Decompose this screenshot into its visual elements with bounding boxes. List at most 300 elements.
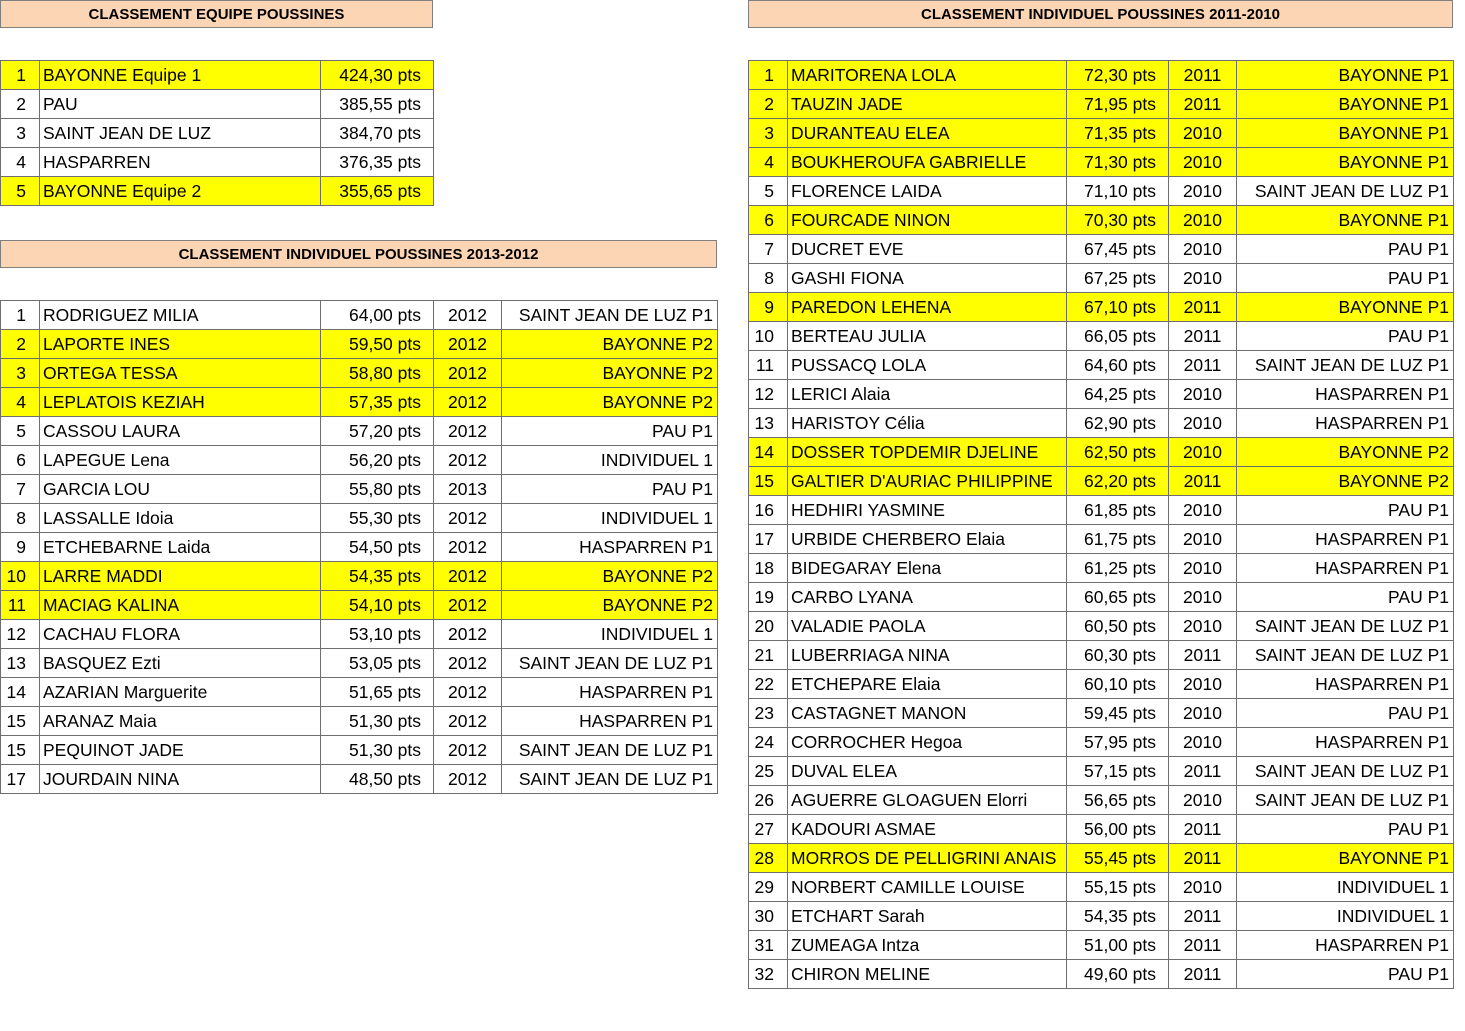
rank-cell: 25 [749,757,788,786]
table-row [749,90,1454,119]
birth-year-cell: 2012 [434,591,502,620]
rank-cell: 11 [749,351,788,380]
athlete-name-cell: GASHI FIONA [788,264,1067,293]
club-cell: BAYONNE P2 [1237,467,1454,496]
team-name-cell: BAYONNE Equipe 2 [40,177,321,206]
table-row [1,707,718,736]
club-cell: INDIVIDUEL 1 [1237,873,1454,902]
birth-year-cell: 2011 [1169,467,1237,496]
table-row [749,61,1454,90]
club-cell: SAINT JEAN DE LUZ P1 [1237,786,1454,815]
table-row [1,388,718,417]
table-row [749,728,1454,757]
points-cell: 355,65 pts [321,177,434,206]
club-cell: BAYONNE P1 [1237,206,1454,235]
table-row [1,90,434,119]
rank-cell: 8 [1,504,40,533]
athlete-name-cell: ARANAZ Maia [40,707,321,736]
athlete-name-cell: CHIRON MELINE [788,960,1067,989]
athlete-name-cell: BIDEGARAY Elena [788,554,1067,583]
points-cell: 54,50 pts [321,533,434,562]
athlete-name-cell: LARRE MADDI [40,562,321,591]
club-cell: HASPARREN P1 [1237,380,1454,409]
club-cell: SAINT JEAN DE LUZ P1 [502,649,718,678]
points-cell: 61,75 pts [1067,525,1169,554]
rank-cell: 4 [1,388,40,417]
points-cell: 60,50 pts [1067,612,1169,641]
club-cell: PAU P1 [1237,583,1454,612]
rank-cell: 2 [1,90,40,119]
club-cell: HASPARREN P1 [502,707,718,736]
points-cell: 67,10 pts [1067,293,1169,322]
table-row [749,583,1454,612]
points-cell: 62,90 pts [1067,409,1169,438]
birth-year-cell: 2012 [434,330,502,359]
table-row [1,620,718,649]
club-cell: HASPARREN P1 [1237,554,1454,583]
points-cell: 54,10 pts [321,591,434,620]
birth-year-cell: 2012 [434,649,502,678]
birth-year-cell: 2011 [1169,61,1237,90]
birth-year-cell: 2011 [1169,293,1237,322]
table-row [1,330,718,359]
table-row [1,591,718,620]
points-cell: 61,85 pts [1067,496,1169,525]
club-cell: BAYONNE P2 [502,330,718,359]
points-cell: 48,50 pts [321,765,434,794]
club-cell: PAU P1 [502,475,718,504]
team-name-cell: HASPARREN [40,148,321,177]
points-cell: 385,55 pts [321,90,434,119]
athlete-name-cell: PAREDON LEHENA [788,293,1067,322]
points-cell: 67,45 pts [1067,235,1169,264]
club-cell: SAINT JEAN DE LUZ P1 [1237,641,1454,670]
rank-cell: 2 [1,330,40,359]
athlete-name-cell: LERICI Alaia [788,380,1067,409]
points-cell: 71,95 pts [1067,90,1169,119]
points-cell: 53,05 pts [321,649,434,678]
individual-2011-2010-title: CLASSEMENT INDIVIDUEL POUSSINES 2011-2010 [748,0,1453,28]
birth-year-cell: 2012 [434,736,502,765]
rank-cell: 14 [1,678,40,707]
birth-year-cell: 2010 [1169,380,1237,409]
birth-year-cell: 2010 [1169,496,1237,525]
athlete-name-cell: CORROCHER Hegoa [788,728,1067,757]
rank-cell: 9 [1,533,40,562]
table-row [749,815,1454,844]
points-cell: 53,10 pts [321,620,434,649]
birth-year-cell: 2011 [1169,641,1237,670]
birth-year-cell: 2010 [1169,525,1237,554]
athlete-name-cell: FOURCADE NINON [788,206,1067,235]
rank-cell: 12 [749,380,788,409]
points-cell: 60,30 pts [1067,641,1169,670]
athlete-name-cell: ETCHART Sarah [788,902,1067,931]
athlete-name-cell: BERTEAU JULIA [788,322,1067,351]
points-cell: 66,05 pts [1067,322,1169,351]
club-cell: HASPARREN P1 [1237,931,1454,960]
table-row [1,119,434,148]
rank-cell: 10 [749,322,788,351]
rank-cell: 13 [1,649,40,678]
club-cell: BAYONNE P1 [1237,844,1454,873]
points-cell: 51,00 pts [1067,931,1169,960]
club-cell: SAINT JEAN DE LUZ P1 [1237,757,1454,786]
table-row [749,670,1454,699]
athlete-name-cell: LUBERRIAGA NINA [788,641,1067,670]
individual-2013-2012-title: CLASSEMENT INDIVIDUEL POUSSINES 2013-2012 [0,240,717,268]
club-cell: INDIVIDUEL 1 [502,620,718,649]
athlete-name-cell: MARITORENA LOLA [788,61,1067,90]
rank-cell: 6 [749,206,788,235]
points-cell: 60,10 pts [1067,670,1169,699]
athlete-name-cell: ZUMEAGA Intza [788,931,1067,960]
table-row [749,235,1454,264]
table-row [1,649,718,678]
rank-cell: 5 [749,177,788,206]
team-ranking-table [0,60,434,206]
points-cell: 55,45 pts [1067,844,1169,873]
birth-year-cell: 2010 [1169,873,1237,902]
club-cell: PAU P1 [1237,960,1454,989]
rank-cell: 10 [1,562,40,591]
table-row [749,641,1454,670]
athlete-name-cell: CASTAGNET MANON [788,699,1067,728]
points-cell: 424,30 pts [321,61,434,90]
rank-cell: 30 [749,902,788,931]
athlete-name-cell: VALADIE PAOLA [788,612,1067,641]
table-row [1,678,718,707]
rank-cell: 17 [749,525,788,554]
table-row [749,844,1454,873]
club-cell: HASPARREN P1 [1237,525,1454,554]
points-cell: 56,20 pts [321,446,434,475]
club-cell: BAYONNE P1 [1237,61,1454,90]
rank-cell: 8 [749,264,788,293]
points-cell: 62,50 pts [1067,438,1169,467]
club-cell: BAYONNE P1 [1237,293,1454,322]
athlete-name-cell: AGUERRE GLOAGUEN Elorri [788,786,1067,815]
rank-cell: 31 [749,931,788,960]
rank-cell: 24 [749,728,788,757]
birth-year-cell: 2011 [1169,351,1237,380]
rank-cell: 7 [749,235,788,264]
birth-year-cell: 2010 [1169,206,1237,235]
points-cell: 72,30 pts [1067,61,1169,90]
athlete-name-cell: ETCHEPARE Elaia [788,670,1067,699]
club-cell: PAU P1 [1237,235,1454,264]
birth-year-cell: 2011 [1169,931,1237,960]
athlete-name-cell: DUCRET EVE [788,235,1067,264]
birth-year-cell: 2011 [1169,757,1237,786]
rank-cell: 22 [749,670,788,699]
rank-cell: 3 [749,119,788,148]
table-row [749,873,1454,902]
rank-cell: 3 [1,119,40,148]
athlete-name-cell: NORBERT CAMILLE LOUISE [788,873,1067,902]
athlete-name-cell: LASSALLE Idoia [40,504,321,533]
points-cell: 54,35 pts [321,562,434,591]
table-row [1,446,718,475]
athlete-name-cell: RODRIGUEZ MILIA [40,301,321,330]
rank-cell: 4 [1,148,40,177]
table-row [1,562,718,591]
rank-cell: 11 [1,591,40,620]
rank-cell: 7 [1,475,40,504]
rank-cell: 13 [749,409,788,438]
rank-cell: 18 [749,554,788,583]
athlete-name-cell: URBIDE CHERBERO Elaia [788,525,1067,554]
birth-year-cell: 2011 [1169,902,1237,931]
birth-year-cell: 2012 [434,678,502,707]
points-cell: 57,15 pts [1067,757,1169,786]
team-name-cell: BAYONNE Equipe 1 [40,61,321,90]
rank-cell: 5 [1,177,40,206]
athlete-name-cell: HEDHIRI YASMINE [788,496,1067,525]
points-cell: 57,35 pts [321,388,434,417]
table-row [749,525,1454,554]
athlete-name-cell: CASSOU LAURA [40,417,321,446]
table-row [1,359,718,388]
athlete-name-cell: DURANTEAU ELEA [788,119,1067,148]
rank-cell: 6 [1,446,40,475]
athlete-name-cell: LAPORTE INES [40,330,321,359]
rank-cell: 17 [1,765,40,794]
club-cell: HASPARREN P1 [1237,670,1454,699]
athlete-name-cell: ORTEGA TESSA [40,359,321,388]
table-row [749,351,1454,380]
club-cell: INDIVIDUEL 1 [1237,902,1454,931]
rank-cell: 32 [749,960,788,989]
birth-year-cell: 2011 [1169,322,1237,351]
table-row [1,736,718,765]
birth-year-cell: 2012 [434,620,502,649]
table-row [749,322,1454,351]
rank-cell: 3 [1,359,40,388]
rank-cell: 4 [749,148,788,177]
club-cell: PAU P1 [1237,264,1454,293]
club-cell: BAYONNE P1 [1237,148,1454,177]
table-row [749,438,1454,467]
rank-cell: 23 [749,699,788,728]
table-row [1,417,718,446]
athlete-name-cell: BASQUEZ Ezti [40,649,321,678]
points-cell: 71,35 pts [1067,119,1169,148]
rank-cell: 1 [1,301,40,330]
birth-year-cell: 2011 [1169,815,1237,844]
birth-year-cell: 2011 [1169,90,1237,119]
club-cell: SAINT JEAN DE LUZ P1 [502,301,718,330]
table-row [1,148,434,177]
rank-cell: 21 [749,641,788,670]
rank-cell: 12 [1,620,40,649]
points-cell: 51,30 pts [321,736,434,765]
athlete-name-cell: FLORENCE LAIDA [788,177,1067,206]
points-cell: 64,25 pts [1067,380,1169,409]
table-row [749,264,1454,293]
table-row [749,931,1454,960]
table-row [1,177,434,206]
table-row [749,612,1454,641]
individual-2011-2010-table [748,60,1454,989]
athlete-name-cell: TAUZIN JADE [788,90,1067,119]
rank-cell: 2 [749,90,788,119]
table-row [749,148,1454,177]
athlete-name-cell: DUVAL ELEA [788,757,1067,786]
points-cell: 59,45 pts [1067,699,1169,728]
points-cell: 51,30 pts [321,707,434,736]
club-cell: BAYONNE P1 [1237,90,1454,119]
birth-year-cell: 2010 [1169,583,1237,612]
club-cell: SAINT JEAN DE LUZ P1 [1237,351,1454,380]
table-row [1,765,718,794]
rank-cell: 9 [749,293,788,322]
club-cell: INDIVIDUEL 1 [502,446,718,475]
birth-year-cell: 2010 [1169,728,1237,757]
athlete-name-cell: JOURDAIN NINA [40,765,321,794]
athlete-name-cell: PEQUINOT JADE [40,736,321,765]
rank-cell: 1 [1,61,40,90]
table-row [749,177,1454,206]
points-cell: 51,65 pts [321,678,434,707]
points-cell: 376,35 pts [321,148,434,177]
individual-2013-2012-table [0,300,718,794]
birth-year-cell: 2013 [434,475,502,504]
points-cell: 61,25 pts [1067,554,1169,583]
table-row [1,301,718,330]
points-cell: 62,20 pts [1067,467,1169,496]
points-cell: 59,50 pts [321,330,434,359]
points-cell: 64,00 pts [321,301,434,330]
birth-year-cell: 2012 [434,446,502,475]
points-cell: 55,30 pts [321,504,434,533]
table-row [749,699,1454,728]
points-cell: 57,95 pts [1067,728,1169,757]
birth-year-cell: 2010 [1169,786,1237,815]
table-row [749,467,1454,496]
birth-year-cell: 2011 [1169,960,1237,989]
club-cell: SAINT JEAN DE LUZ P1 [502,765,718,794]
points-cell: 57,20 pts [321,417,434,446]
points-cell: 67,25 pts [1067,264,1169,293]
athlete-name-cell: HARISTOY Célia [788,409,1067,438]
club-cell: BAYONNE P2 [502,562,718,591]
birth-year-cell: 2012 [434,765,502,794]
club-cell: HASPARREN P1 [1237,409,1454,438]
club-cell: BAYONNE P2 [502,388,718,417]
club-cell: HASPARREN P1 [502,678,718,707]
athlete-name-cell: LEPLATOIS KEZIAH [40,388,321,417]
birth-year-cell: 2012 [434,417,502,446]
birth-year-cell: 2012 [434,301,502,330]
rank-cell: 14 [749,438,788,467]
birth-year-cell: 2010 [1169,409,1237,438]
club-cell: HASPARREN P1 [502,533,718,562]
birth-year-cell: 2010 [1169,119,1237,148]
table-row [749,902,1454,931]
birth-year-cell: 2012 [434,533,502,562]
birth-year-cell: 2012 [434,562,502,591]
club-cell: PAU P1 [1237,496,1454,525]
team-name-cell: PAU [40,90,321,119]
table-row [1,61,434,90]
points-cell: 49,60 pts [1067,960,1169,989]
club-cell: BAYONNE P2 [1237,438,1454,467]
athlete-name-cell: BOUKHEROUFA GABRIELLE [788,148,1067,177]
birth-year-cell: 2010 [1169,554,1237,583]
table-row [749,380,1454,409]
table-row [749,496,1454,525]
rank-cell: 1 [749,61,788,90]
birth-year-cell: 2012 [434,504,502,533]
club-cell: BAYONNE P2 [502,359,718,388]
points-cell: 384,70 pts [321,119,434,148]
club-cell: SAINT JEAN DE LUZ P1 [1237,612,1454,641]
club-cell: SAINT JEAN DE LUZ P1 [502,736,718,765]
athlete-name-cell: AZARIAN Marguerite [40,678,321,707]
table-row [749,293,1454,322]
athlete-name-cell: CARBO LYANA [788,583,1067,612]
table-row [1,475,718,504]
birth-year-cell: 2012 [434,388,502,417]
birth-year-cell: 2010 [1169,235,1237,264]
table-row [1,504,718,533]
points-cell: 56,00 pts [1067,815,1169,844]
athlete-name-cell: LAPEGUE Lena [40,446,321,475]
birth-year-cell: 2012 [434,359,502,388]
points-cell: 56,65 pts [1067,786,1169,815]
table-row [749,554,1454,583]
club-cell: BAYONNE P2 [502,591,718,620]
points-cell: 71,10 pts [1067,177,1169,206]
rank-cell: 16 [749,496,788,525]
rank-cell: 29 [749,873,788,902]
birth-year-cell: 2010 [1169,177,1237,206]
points-cell: 64,60 pts [1067,351,1169,380]
club-cell: PAU P1 [1237,322,1454,351]
rank-cell: 15 [1,707,40,736]
birth-year-cell: 2010 [1169,148,1237,177]
points-cell: 58,80 pts [321,359,434,388]
birth-year-cell: 2010 [1169,670,1237,699]
points-cell: 54,35 pts [1067,902,1169,931]
rank-cell: 19 [749,583,788,612]
points-cell: 55,15 pts [1067,873,1169,902]
table-row [749,960,1454,989]
athlete-name-cell: DOSSER TOPDEMIR DJELINE [788,438,1067,467]
table-row [749,757,1454,786]
athlete-name-cell: PUSSACQ LOLA [788,351,1067,380]
table-row [749,409,1454,438]
athlete-name-cell: GARCIA LOU [40,475,321,504]
athlete-name-cell: CACHAU FLORA [40,620,321,649]
club-cell: SAINT JEAN DE LUZ P1 [1237,177,1454,206]
table-row [749,119,1454,148]
athlete-name-cell: KADOURI ASMAE [788,815,1067,844]
club-cell: PAU P1 [1237,699,1454,728]
team-ranking-title: CLASSEMENT EQUIPE POUSSINES [0,0,433,28]
points-cell: 71,30 pts [1067,148,1169,177]
club-cell: PAU P1 [502,417,718,446]
table-row [749,786,1454,815]
rank-cell: 26 [749,786,788,815]
athlete-name-cell: MACIAG KALINA [40,591,321,620]
rank-cell: 28 [749,844,788,873]
athlete-name-cell: MORROS DE PELLIGRINI ANAIS [788,844,1067,873]
points-cell: 70,30 pts [1067,206,1169,235]
club-cell: PAU P1 [1237,815,1454,844]
points-cell: 60,65 pts [1067,583,1169,612]
